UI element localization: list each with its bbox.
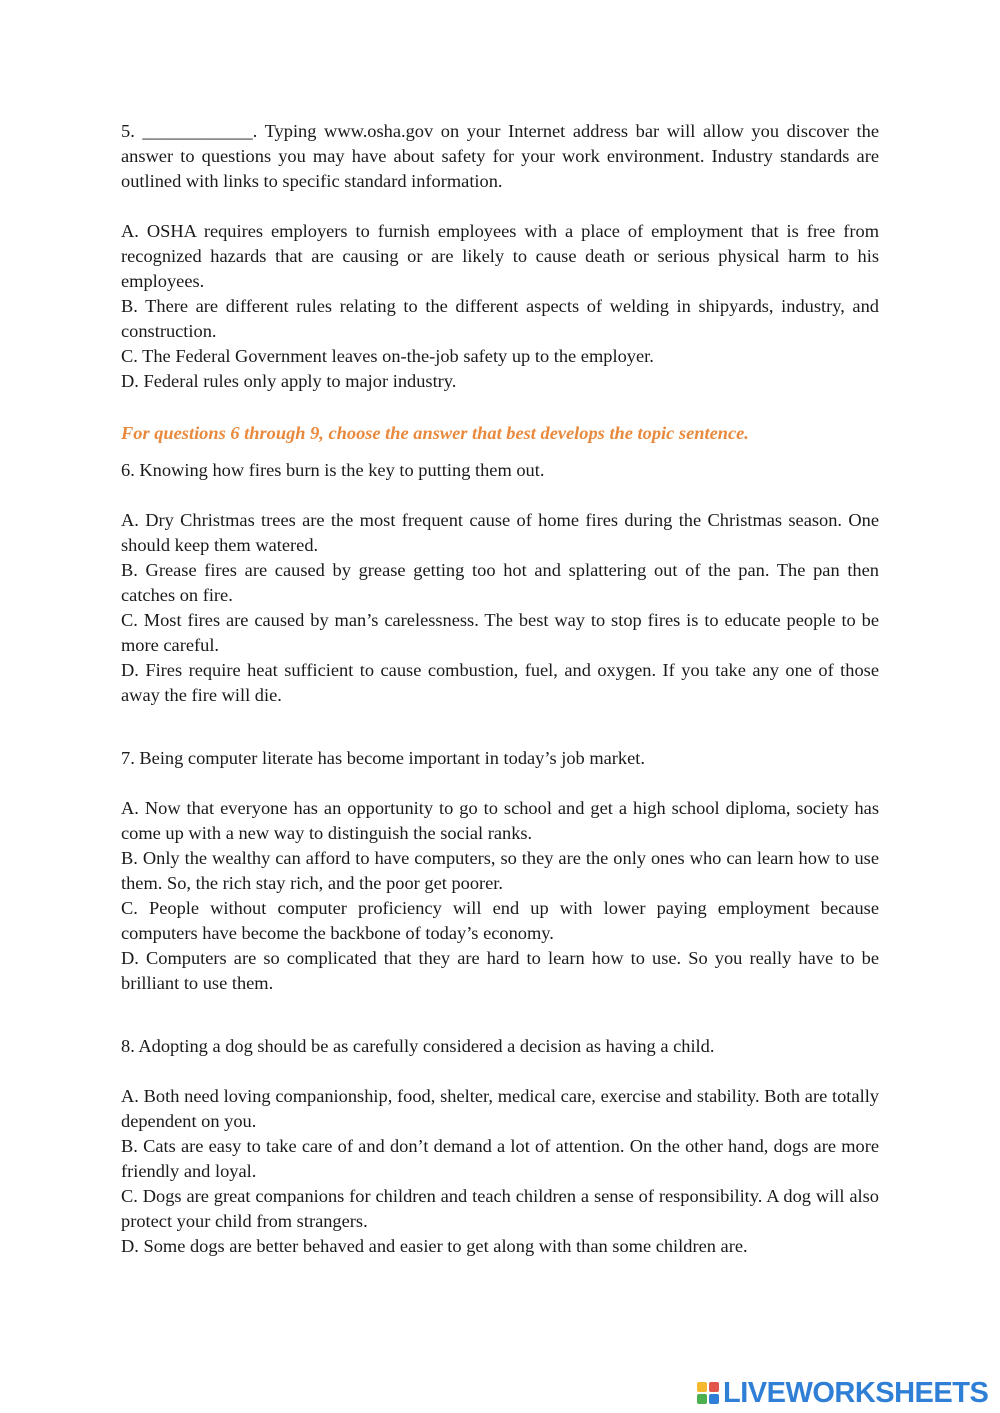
section-instruction: For questions 6 through 9, choose the answer that best develops the topic sentence. bbox=[121, 423, 749, 443]
question-7-stem: 7. Being computer literate has become important in today’s job market. bbox=[121, 748, 645, 768]
question-7-option-b[interactable]: B. Only the wealthy can afford to have computers, so they are the only ones who can learn how to use them. So, the rich stay rich, and the poor get poorer. bbox=[121, 848, 879, 893]
question-8-option-c[interactable]: C. Dogs are great companions for children and teach children a sense of responsibility. A dog will also protect your child from strangers. bbox=[121, 1186, 879, 1231]
question-5-option-c[interactable]: C. The Federal Government leaves on-the-job safety up to the employer. bbox=[121, 346, 654, 366]
question-8 bbox=[121, 1034, 879, 1259]
question-5 bbox=[121, 119, 879, 394]
question-6-option-c[interactable]: C. Most fires are caused by man’s carelessness. The best way to stop fires is to educate people to be more careful. bbox=[121, 610, 879, 655]
question-7-option-a[interactable]: A. Now that everyone has an opportunity to go to school and get a high school diploma, society has come up with a new way to distinguish the social ranks. bbox=[121, 798, 879, 843]
question-5-option-d[interactable]: D. Federal rules only apply to major industry. bbox=[121, 371, 457, 391]
question-7-option-d[interactable]: D. Computers are so complicated that they are hard to learn how to use. So you really have to be brilliant to use them. bbox=[121, 948, 879, 993]
question-5-stem: 5. ____________. Typing www.osha.gov on your Internet address bar will allow you discover the answer to questions you may have about safety for your work environment. Industry standards are outlined with links to specific standard information. bbox=[121, 121, 879, 191]
question-6-stem: 6. Knowing how fires burn is the key to putting them out. bbox=[121, 460, 545, 480]
question-8-stem: 8. Adopting a dog should be as carefully considered a decision as having a child. bbox=[121, 1036, 715, 1056]
question-6-option-d[interactable]: D. Fires require heat sufficient to cause combustion, fuel, and oxygen. If you take any one of those away the fire will die. bbox=[121, 660, 879, 705]
liveworksheets-logo bbox=[697, 1375, 988, 1411]
question-5-option-b[interactable]: B. There are different rules relating to the different aspects of welding in shipyards, industry, and construction. bbox=[121, 296, 879, 341]
question-7 bbox=[121, 746, 879, 996]
question-7-option-c[interactable]: C. People without computer proficiency will end up with lower paying employment because computers have become the backbone of today’s economy. bbox=[121, 898, 879, 943]
question-5-option-a[interactable]: A. OSHA requires employers to furnish employees with a place of employment that is free from recognized hazards that are causing or are likely to cause death or serious physical harm to his employees. bbox=[121, 221, 879, 291]
question-8-option-b[interactable]: B. Cats are easy to take care of and don’t demand a lot of attention. On the other hand, dogs are more friendly and loyal. bbox=[121, 1136, 879, 1181]
question-6 bbox=[121, 458, 879, 708]
question-8-option-a[interactable]: A. Both need loving companionship, food, shelter, medical care, exercise and stability. Both are totally dependent on you. bbox=[121, 1086, 879, 1131]
question-6-option-b[interactable]: B. Grease fires are caused by grease getting too hot and splattering out of the pan. The pan then catches on fire. bbox=[121, 560, 879, 605]
question-8-option-d[interactable]: D. Some dogs are better behaved and easier to get along with than some children are. bbox=[121, 1236, 748, 1256]
liveworksheets-logo-text: LIVEWORKSHEETS bbox=[723, 1376, 989, 1409]
liveworksheets-logo-icon bbox=[697, 1382, 719, 1404]
worksheet-page bbox=[121, 119, 879, 1259]
question-6-option-a[interactable]: A. Dry Christmas trees are the most frequent cause of home fires during the Christmas season. One should keep them watered. bbox=[121, 510, 879, 555]
